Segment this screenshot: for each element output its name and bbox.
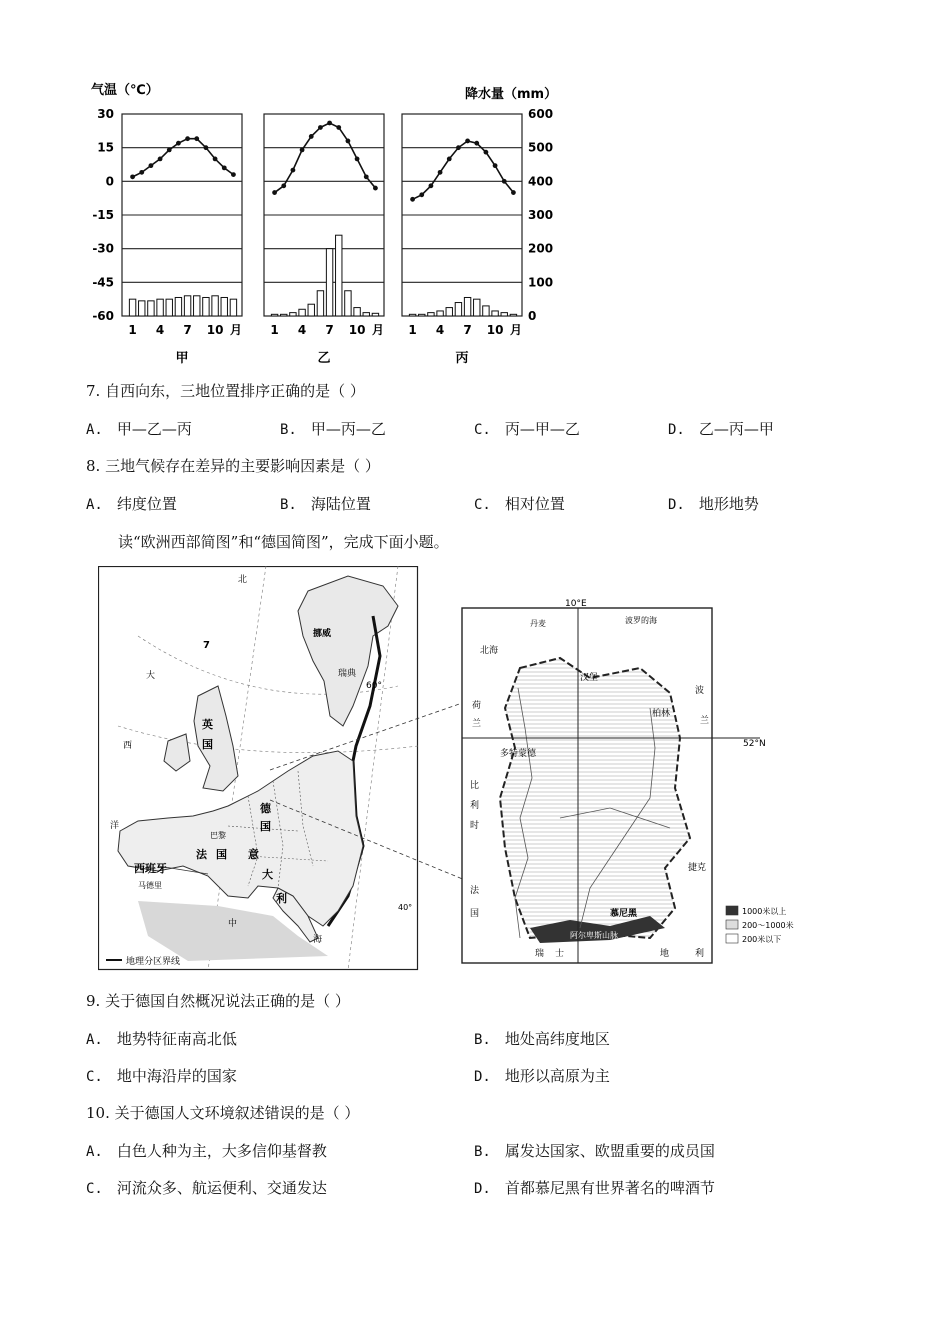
label-uk-1: 英 (202, 718, 213, 731)
q7-option-b[interactable] (280, 418, 386, 439)
panel-name-label: 丙 (455, 351, 469, 366)
precip-bar (203, 297, 209, 316)
temperature-point (364, 174, 369, 179)
precip-bar (510, 314, 516, 316)
q10-option-d-label: D. (474, 1181, 491, 1197)
temperature-point (465, 139, 470, 144)
label-north-sea: 北海 (480, 646, 499, 656)
temperature-point (204, 145, 209, 150)
label-munich: 慕尼黑 (610, 909, 638, 919)
temperature-point (410, 197, 415, 202)
month-unit-label: 月 (509, 323, 523, 337)
temperature-point (318, 125, 323, 130)
q8-option-d-text: 地形地势 (698, 495, 759, 513)
label-poland-2: 兰 (700, 716, 710, 726)
month-unit-label: 月 (229, 323, 243, 337)
precip-tick-label: 600 (528, 107, 554, 121)
precip-bar (157, 299, 163, 316)
temperature-point (511, 190, 516, 195)
precip-bar (194, 296, 200, 316)
label-uk-2: 国 (202, 738, 213, 751)
temperature-point (447, 156, 452, 161)
germany-land (500, 658, 690, 938)
precip-bar (345, 291, 351, 316)
label-be-2: 利 (470, 801, 480, 811)
label-de-1: 德 (260, 802, 271, 815)
q9-option-c[interactable] (86, 1065, 237, 1086)
temperature-point (291, 168, 296, 173)
legend-swatch-high (726, 906, 738, 915)
q7-option-b-text: 甲—丙—乙 (310, 420, 386, 438)
precip-bar (308, 304, 314, 316)
label-nl-2: 兰 (472, 719, 482, 729)
month-tick-label: 10 (486, 323, 504, 337)
temperature-line (413, 141, 514, 199)
label-med-1: 中 (228, 919, 238, 929)
map-connector-lines (250, 690, 470, 890)
climate-panels (122, 114, 522, 366)
climate-panel-3 (402, 114, 522, 366)
label-fr-2: 国 (470, 909, 480, 919)
q8-option-b[interactable] (280, 493, 371, 514)
label-lon-40: 40° (398, 903, 413, 912)
precip-bar (221, 297, 227, 316)
precip-bar (372, 313, 378, 316)
temperature-point (149, 163, 154, 168)
label-number-7: 7 (203, 640, 210, 651)
label-czech: 捷克 (688, 863, 707, 873)
q10-option-b[interactable] (474, 1140, 715, 1161)
q9-option-b-label: B. (474, 1032, 491, 1048)
q9-option-b-text: 地处高纬度地区 (504, 1030, 610, 1048)
legend-swatch-low (726, 934, 738, 943)
precip-bar (492, 311, 498, 316)
temperature-point (158, 156, 163, 161)
q8-option-c[interactable] (474, 493, 565, 514)
label-denmark: 丹麦 (530, 619, 546, 628)
q10-option-b-text: 属发达国家、欧盟重要的成员国 (504, 1142, 715, 1160)
q10-option-c-label: C. (86, 1181, 103, 1197)
precip-tick-label: 0 (528, 309, 537, 323)
month-tick-label: 7 (183, 323, 192, 337)
temperature-point (429, 183, 434, 188)
q9-option-c-label: C. (86, 1069, 103, 1085)
precip-bar (317, 291, 323, 316)
label-berlin: 柏林 (652, 709, 671, 719)
precip-tick-label: 300 (528, 208, 554, 222)
label-swiss-1: 瑞 (535, 949, 545, 959)
month-tick-label: 4 (155, 323, 165, 337)
temperature-point (139, 170, 144, 175)
precip-bar (363, 313, 369, 316)
precip-bar (419, 314, 425, 316)
label-ocean-yang: 洋 (110, 821, 120, 831)
precip-bar (139, 301, 145, 316)
label-poland-1: 波 (695, 686, 705, 696)
legend-text-high: 1000米以上 (742, 907, 787, 916)
temperature-point (309, 134, 314, 139)
precip-bar (474, 299, 480, 316)
precip-bar (326, 249, 332, 316)
precip-bar (175, 297, 181, 316)
label-it-1: 意 (248, 848, 259, 861)
label-spain: 西班牙 (134, 862, 167, 875)
precip-bar (428, 313, 434, 316)
temp-tick-label: 0 (105, 174, 114, 189)
temperature-point (474, 141, 479, 146)
q10-option-d-text: 首都慕尼黑有世界著名的啤酒节 (504, 1179, 715, 1197)
right-axis-title: 降水量（mm） (465, 87, 558, 102)
precip-bar (455, 303, 461, 316)
temperature-point (327, 121, 332, 126)
label-it-2: 大 (262, 868, 273, 881)
q7-option-d-text: 乙—丙—甲 (698, 420, 774, 438)
q8-option-b-text: 海陆位置 (310, 495, 371, 513)
q9-option-d[interactable] (474, 1065, 610, 1086)
q9-option-a-label: A. (86, 1032, 103, 1048)
label-north: 北 (238, 575, 248, 585)
q7-option-b-label: B. (280, 422, 297, 438)
temperature-point (222, 165, 227, 170)
label-it-3: 利 (276, 892, 287, 905)
month-tick-label: 7 (325, 323, 334, 337)
question-10-stem: 10. 关于德国人文环境叙述错误的是（ ） (86, 1104, 360, 1122)
precip-bar (184, 296, 190, 316)
question-7-stem: 7. 自西向东，三地位置排序正确的是（ ） (86, 382, 365, 400)
label-baltic: 波罗的海 (625, 616, 657, 625)
q8-option-c-label: C. (474, 497, 491, 513)
precip-bar (336, 235, 342, 316)
climate-panel-2 (264, 114, 384, 366)
precipitation-axis (528, 107, 553, 323)
panel-name-label: 甲 (175, 351, 189, 366)
temperature-point (167, 148, 172, 153)
temperature-point (176, 141, 181, 146)
label-fr-1: 法 (470, 886, 480, 896)
precip-bar (281, 314, 287, 316)
label-52n: 52°N (743, 739, 766, 749)
temperature-line (275, 123, 376, 193)
precip-bar (446, 308, 452, 316)
label-ocean-xi: 西 (123, 741, 133, 751)
precip-tick-label: 100 (528, 275, 554, 290)
q10-option-b-label: B. (474, 1144, 491, 1160)
germany-map (460, 598, 820, 968)
label-be-3: 时 (470, 821, 480, 831)
q7-option-d[interactable] (668, 418, 774, 439)
temperature-axis (92, 107, 114, 323)
month-tick-label: 1 (270, 323, 279, 337)
q10-option-d[interactable] (474, 1177, 715, 1198)
precip-bar (299, 309, 305, 316)
climate-chart (80, 78, 580, 370)
temperature-point (213, 156, 218, 161)
q8-option-a[interactable] (86, 493, 177, 514)
label-dortmund: 多特蒙德 (500, 749, 537, 759)
panel-name-label: 乙 (317, 351, 331, 366)
question-9-stem: 9. 关于德国自然概况说法正确的是（ ） (86, 992, 350, 1010)
precip-bar (271, 314, 277, 316)
temperature-line (133, 139, 234, 177)
q8-option-b-label: B. (280, 497, 297, 513)
q8-option-a-label: A. (86, 497, 103, 513)
q7-option-a[interactable] (86, 418, 192, 439)
q9-option-d-label: D. (474, 1069, 491, 1085)
q7-option-c[interactable] (474, 418, 580, 439)
label-austria-2: 利 (695, 949, 705, 959)
precip-bar (148, 301, 154, 316)
month-tick-label: 4 (435, 323, 445, 337)
label-10e: 10°E (565, 599, 587, 609)
precip-bar (129, 299, 135, 316)
climate-panel-1 (122, 114, 242, 366)
q8-option-a-text: 纬度位置 (116, 495, 177, 513)
precip-bar (354, 308, 360, 316)
month-tick-label: 7 (463, 323, 472, 337)
precip-tick-label: 400 (528, 174, 554, 189)
temp-tick-label: -15 (92, 208, 114, 222)
label-paris: 巴黎 (210, 831, 226, 840)
temp-tick-label: 30 (97, 107, 114, 121)
temperature-point (438, 170, 443, 175)
label-med-2: 海 (313, 935, 323, 945)
precip-bar (166, 299, 172, 316)
label-norway: 挪威 (313, 629, 332, 639)
precip-tick-label: 200 (528, 241, 554, 256)
temperature-point (130, 174, 135, 179)
label-ocean-da: 大 (146, 671, 156, 681)
precip-bar (230, 299, 236, 316)
label-swiss-2: 士 (555, 949, 565, 959)
temperature-point (373, 186, 378, 191)
temperature-point (300, 148, 305, 153)
q7-option-d-label: D. (668, 422, 685, 438)
temp-tick-label: -30 (92, 241, 114, 256)
q10-option-a[interactable] (86, 1140, 327, 1161)
precip-bar (409, 314, 415, 316)
legend-boundary-text: 地理分区界线 (126, 957, 181, 967)
temperature-point (185, 136, 190, 141)
label-alps: 阿尔卑斯山脉 (570, 931, 618, 940)
temperature-point (493, 163, 498, 168)
q9-option-d-text: 地形以高原为主 (504, 1067, 610, 1085)
question-8-stem: 8. 三地气候存在差异的主要影响因素是（ ） (86, 457, 380, 475)
q10-option-a-label: A. (86, 1144, 103, 1160)
temperature-point (355, 156, 360, 161)
temperature-point (194, 136, 199, 141)
label-fr-2: 国 (216, 848, 227, 861)
left-axis-title: 气温（℃） (91, 83, 159, 98)
precip-bar (501, 313, 507, 316)
temperature-point (272, 190, 277, 195)
q7-option-c-label: C. (474, 422, 491, 438)
q8-option-c-text: 相对位置 (504, 495, 565, 513)
temperature-point (281, 183, 286, 188)
q10-option-c[interactable] (86, 1177, 327, 1198)
temp-tick-label: 15 (97, 140, 114, 155)
temperature-point (456, 145, 461, 150)
month-tick-label: 10 (348, 323, 366, 337)
legend-text-mid: 200～1000米 (742, 921, 794, 930)
temperature-point (346, 139, 351, 144)
q8-option-d-label: D. (668, 497, 685, 513)
month-tick-label: 10 (206, 323, 224, 337)
temperature-point (336, 125, 341, 130)
precip-bar (290, 313, 296, 316)
temp-tick-label: -45 (92, 275, 114, 290)
q9-option-b[interactable] (474, 1028, 610, 1049)
precip-bar (437, 311, 443, 316)
legend-swatch-mid (726, 920, 738, 929)
temp-tick-label: -60 (92, 309, 114, 323)
label-hamburg: 汉堡 (580, 673, 599, 683)
temperature-point (231, 172, 236, 177)
label-austria-1: 地 (660, 949, 670, 959)
temperature-point (502, 179, 507, 184)
label-sweden: 瑞典 (338, 669, 357, 679)
label-be-1: 比 (470, 781, 480, 791)
q7-option-a-text: 甲—乙—丙 (116, 420, 192, 438)
q9-option-a[interactable] (86, 1028, 237, 1049)
label-madrid: 马德里 (138, 881, 162, 890)
precip-bar (212, 296, 218, 316)
label-nl-1: 荷 (472, 701, 482, 711)
intro-text: 读“欧洲西部简图”和“德国简图”，完成下面小题。 (118, 533, 449, 551)
q7-option-a-label: A. (86, 422, 103, 438)
label-fr-1: 法 (196, 848, 207, 861)
precip-tick-label: 500 (528, 140, 554, 155)
q8-option-d[interactable] (668, 493, 759, 514)
label-de-2: 国 (260, 820, 271, 833)
elevation-legend (726, 906, 794, 944)
month-tick-label: 1 (408, 323, 417, 337)
q10-option-a-text: 白色人种为主，大多信仰基督教 (116, 1142, 327, 1160)
precip-bar (464, 297, 470, 316)
month-tick-label: 4 (297, 323, 307, 337)
precip-bar (483, 306, 489, 316)
month-tick-label: 1 (128, 323, 137, 337)
temperature-point (484, 150, 489, 155)
legend-text-low: 200米以下 (742, 935, 782, 944)
month-unit-label: 月 (371, 323, 385, 337)
q9-option-c-text: 地中海沿岸的国家 (116, 1067, 237, 1085)
label-lat-60: 60° (366, 681, 382, 691)
q10-option-c-text: 河流众多、航运便利、交通发达 (116, 1179, 327, 1197)
q7-option-c-text: 丙—甲—乙 (504, 420, 580, 438)
q9-option-a-text: 地势特征南高北低 (116, 1030, 237, 1048)
temperature-point (419, 192, 424, 197)
